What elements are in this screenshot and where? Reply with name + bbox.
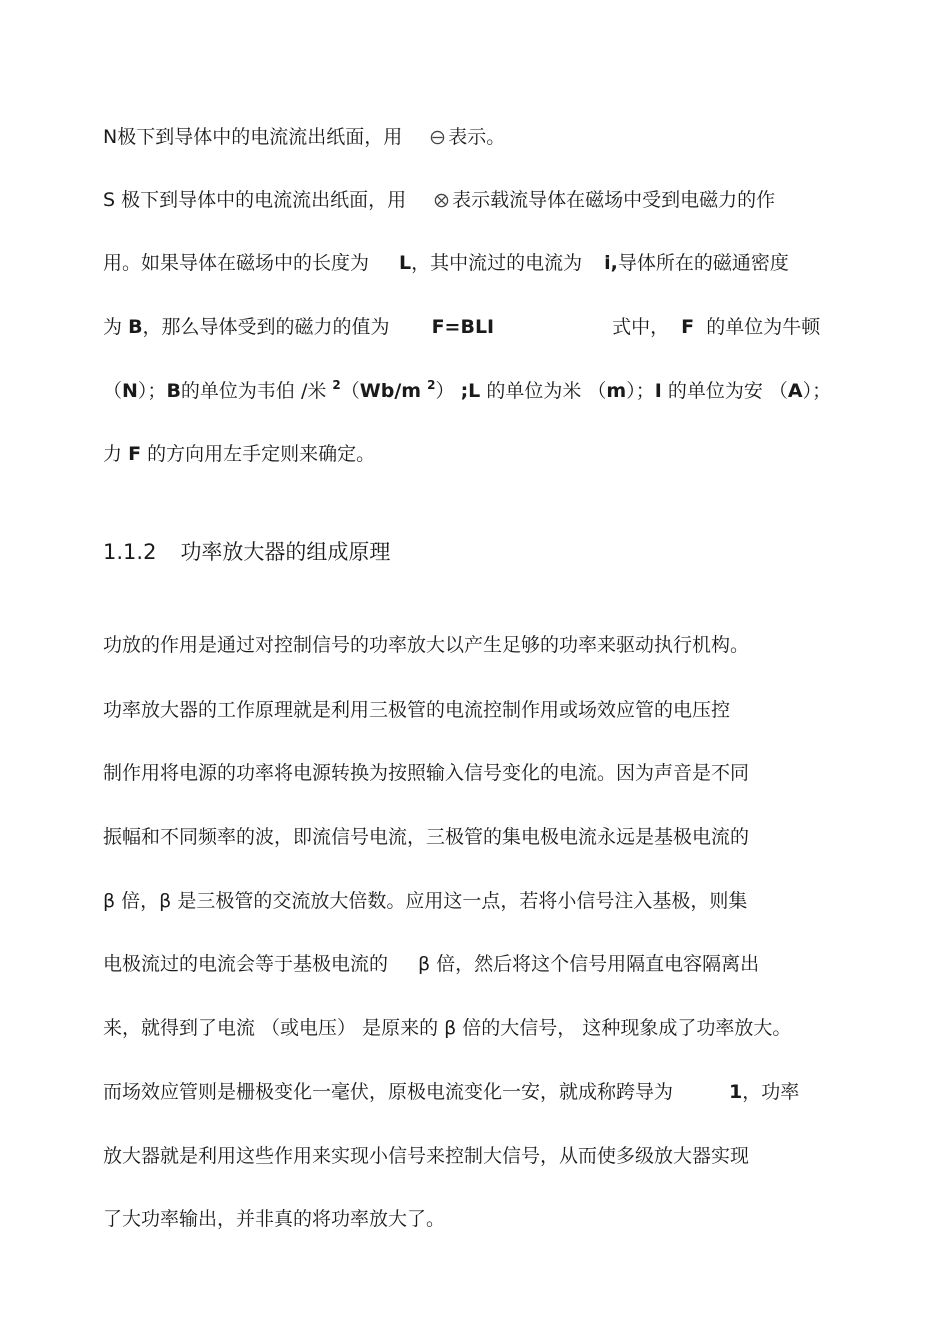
- para1-line3: [103, 250, 789, 276]
- text: 为: [103, 316, 123, 338]
- section-number: 1.1.2: [103, 540, 157, 564]
- text: β 倍，然后将这个信号用隔直电容隔离出: [418, 953, 760, 975]
- para2-line7: 来，就得到了电流 （或电压） 是原来的 β 倍的大信号， 这种现象成了功率放大。: [103, 1017, 792, 1039]
- superscript: 2: [332, 378, 341, 392]
- para2-line8: [103, 1079, 799, 1105]
- para1-line1: [103, 124, 505, 150]
- var-B: B: [166, 380, 181, 402]
- text: ，功率: [742, 1081, 800, 1103]
- para2-line4: 振幅和不同频率的波，即流信号电流，三极管的集电极电流永远是基极电流的: [103, 826, 750, 848]
- para2-line1: 功放的作用是通过对控制信号的功率放大以产生足够的功率来驱动执行机构。: [103, 634, 750, 656]
- formula: F=BLI: [431, 316, 495, 338]
- text: 而场效应管则是栅极变化一毫伏，原极电流变化一安，就成称跨导为: [103, 1081, 674, 1103]
- unit-N: N: [122, 380, 138, 402]
- para2-line3: 制作用将电源的功率将电源转换为按照输入信号变化的电流。因为声音是不同: [103, 762, 750, 784]
- text: 式中，: [612, 316, 670, 338]
- unit-m: m: [606, 380, 627, 402]
- para1-line5: [103, 378, 831, 404]
- para1-line2: [103, 187, 775, 213]
- text: 的单位为牛顿: [706, 316, 821, 338]
- para1-line6: [103, 441, 375, 467]
- para2-line6: [103, 951, 759, 977]
- text: 电极流过的电流会等于基极电流的: [103, 953, 389, 975]
- var-F: F: [681, 316, 695, 338]
- text: （: [340, 380, 360, 402]
- para2-line2: 功率放大器的工作原理就是利用三极管的电流控制作用或场效应管的电压控: [103, 699, 731, 721]
- unit-A: A: [787, 380, 803, 402]
- circle-cross-icon: [434, 193, 449, 208]
- var-B: B: [128, 316, 143, 338]
- text: 的单位为安 （: [667, 380, 788, 402]
- section-heading: [103, 538, 390, 566]
- text: 表示载流导体在磁场中受到电磁力的作: [452, 189, 776, 211]
- var-L: ;L: [460, 380, 481, 402]
- text: 用。如果导体在磁场中的长度为: [103, 252, 370, 274]
- var-F: F: [128, 443, 142, 465]
- text: S 极下到导体中的电流流出纸面，用: [103, 189, 407, 211]
- para2-line10: 了大功率输出，并非真的将功率放大了。: [103, 1208, 446, 1230]
- var-I: I: [654, 380, 662, 402]
- text: N极下到导体中的电流流出纸面，用: [103, 126, 403, 148]
- section-title: 功率放大器的组成原理: [180, 540, 391, 564]
- text: ）；: [802, 380, 832, 402]
- var-i: i,: [604, 252, 618, 274]
- text: ）: [435, 380, 455, 402]
- superscript: 2: [427, 378, 436, 392]
- circle-theta-icon: [430, 130, 445, 145]
- unit-wb: Wb/m: [359, 380, 422, 402]
- text: 的单位为米 （: [486, 380, 607, 402]
- text: ，那么导体受到的磁力的值为: [142, 316, 390, 338]
- para2-line5: β 倍，β 是三极管的交流放大倍数。应用这一点，若将小信号注入基极，则集: [103, 890, 748, 912]
- text: ）；: [626, 380, 655, 402]
- text: ）；: [137, 380, 167, 402]
- text: 表示。: [448, 126, 506, 148]
- text: 的单位为韦伯 /米: [180, 380, 327, 402]
- para2-line9: 放大器就是利用这些作用来实现小信号来控制大信号，从而使多级放大器实现: [103, 1145, 750, 1167]
- text: （: [103, 380, 123, 402]
- text: 导体所在的磁通密度: [617, 252, 789, 274]
- para1-line4: [103, 314, 820, 340]
- text: ，其中流过的电流为: [411, 252, 583, 274]
- value-one: 1: [729, 1081, 743, 1103]
- text: 力: [103, 443, 123, 465]
- var-L: L: [399, 252, 412, 274]
- text: 的方向用左手定则来确定。: [147, 443, 376, 465]
